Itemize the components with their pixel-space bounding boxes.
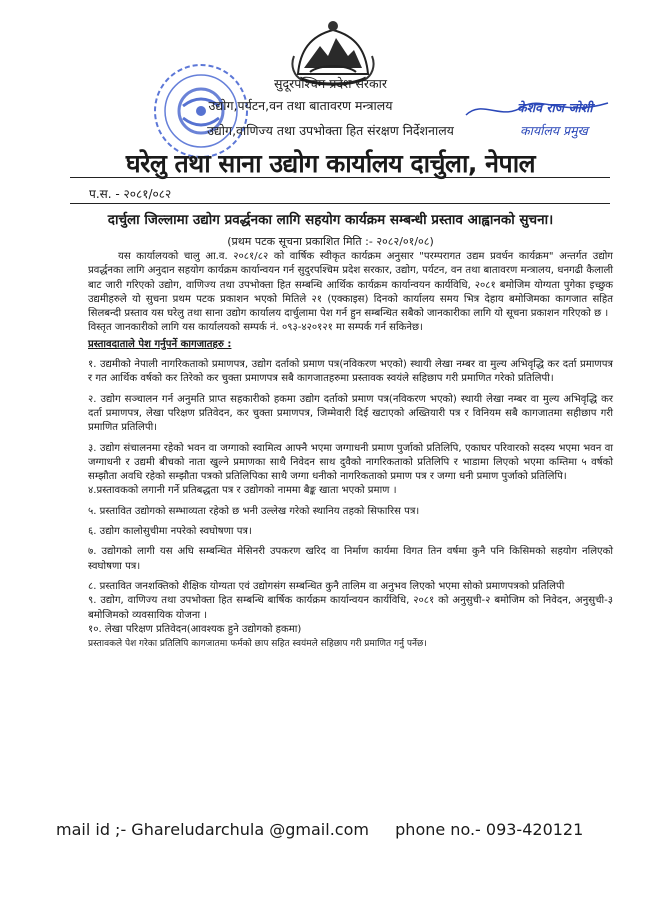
document-item: ५. प्रस्तावित उद्योगको सम्भाव्यता रहेको छ भनी उल्लेख गरेको स्थानिय तहको सिफारिस पत्र। — [88, 505, 420, 517]
header-divider — [70, 177, 610, 178]
contact-footer — [56, 820, 583, 839]
notice-title: दार्चुला जिल्लामा उद्योग प्रवर्द्धनका लागि सहयोग कार्यक्रम सम्बन्धी प्रस्ताव आह्वानको सुचना। — [107, 212, 554, 228]
phone-number: phone no.- 093-420121 — [395, 820, 584, 839]
document-item: १०. लेखा परिक्षण प्रतिवेदन(आवश्यक हुने उद्योगको हकमा) — [88, 623, 302, 635]
intro-paragraph: यस कार्यालयको चालु आ.व. २०८१/८२ को वार्षिक स्वीकृत कार्यक्रम अनुसार "परम्परागत उद्यम प्रवर्धन कार्यक्रम" अन्तर्गत उद्योग प्रवर्द्धनका लागि अनुदान सहयोग कार्यक्रम कार्यान्वयन गर्न सुदुरपश्चिम प्रदेश सरकार, उद्योग, पर्यटन, वन तथा बातावरण मन्त्रालय, धनगढी कैलाली बाट जारी गरिएको उद्योग, वाणिज्य तथा उपभोक्ता हित सम्बन्धि आर्थिक कार्यक्रम कार्यान्वयन कार्यविधि, २०८१ बमोजिम योग्यता पुगेका इच्छुक उद्यमीहरुले यो सुचना प्रथम पटक प्रकाशन भएको मितिले २१ (एक्काइस) दिनको कार्यालय समय भित्र देहाय बमोजिमका कागजात सहित सिलबन्दी प्रस्ताव यस घरेलु तथा साना उद्योग कार्यालय दार्चुलामा पेश गर्न हुन सम्बन्धित सबैको जानकारीका लागि यो सूचना प्रकाशन गरिएको छ । — [88, 251, 613, 320]
document-item: ७. उद्योगको लागी यस अघि सम्बन्धित मेसिनरी उपकरण खरिद वा निर्माण कार्यमा विगत तिन वर्षमा कुनै पनि किसिमको सहयोग नलिएको स्वघोषणा पत्र। — [88, 546, 613, 572]
document-item: १. उद्यमीको नेपाली नागरिकताको प्रमाणपत्र, उद्योग दर्ताको प्रमाण पत्र(नविकरण भएको) स्थायी लेखा नम्बर वा मुल्य अभिवृद्धि कर दर्ता प्रमाणपत्र र गत आर्थिक वर्षको कर तिरेको कर चुक्ता प्रमाणपत्र सबै कागजातहरुमा प्रस्तावक स्वयंले सहिछाप गरी प्रमाणित गरेको प्रतिलिपी। — [88, 359, 613, 385]
document-item: ९. उद्योग, वाणिज्य तथा उपभोक्ता हित सम्बन्धि बार्षिक कार्यक्रम कार्यान्वयन कार्यविधि, २०८१ को अनुसुची-२ बमोजिम को निवेदन, अनुसुची-३ बमोजिमको व्यवसायिक योजना । — [88, 595, 613, 621]
email-address: mail id ;- Gharеludarchula @gmail.com — [56, 820, 369, 839]
signatory-name: केशव राज जोशी — [517, 100, 593, 115]
directorate-name: उद्योग,वाणिज्य तथा उपभोक्ता हित संरक्षण निर्देशनालय — [207, 123, 454, 138]
document-item: ६. उद्योग कालोसुचीमा नपरेको स्वघोषणा पत्र। — [88, 526, 252, 538]
reference-divider — [70, 203, 610, 204]
documents-heading: प्रस्तावदाताले पेश गर्नुपर्ने कागजातहरु : — [88, 338, 232, 350]
document-item: ३. उद्योग संचालनमा रहेको भवन वा जग्गाको स्वामित्व आफ्नै भएमा जग्गाधनी प्रमाण पुर्जाको प्रतिलिपि, एकाघर परिवारको सदस्य भएमा भवन वा जग्गाधनी र उद्यमी बीचको नाता खुल्ने प्रमाणका साथै निवेदन साथ दुवैको नागरिकताको प्रतिलिपि र भाडामा लिएको भएमा कम्तिमा ५ वर्षको सम्झौता अवधि रहेको सम्झौता पत्रको प्रतिलिपिका साथै जग्गा धनीको नागरिकताको प्रमाण पत्र र जग्गा धनी प्रमाण पुर्जाको प्रतिलिपि। — [88, 442, 613, 483]
document-item: ८. प्रस्तावित जनशक्तिको शैक्षिक योग्यता एवं उद्योगसंग सम्बन्धित कुनै तालिम वा अनुभव लिएको भएमा सोको प्रमाणपत्रको प्रतिलिपी — [88, 580, 565, 592]
contact-paragraph: विस्तृत जानकारीको लागि यस कार्यालयको सम्पर्क नं. ०९३-४२०१२१ मा सम्पर्क गर्न सकिनेछ। — [88, 322, 423, 334]
document-item: ४.प्रस्तावकको लगानी गर्ने प्रतिबद्धता पत्र र उद्योगको नाममा बैङ्क खाता भएको प्रमाण । — [88, 485, 397, 497]
office-name: घरेलु तथा साना उद्योग कार्यालय दार्चुला, नेपाल — [125, 149, 536, 178]
document-item: २. उद्योग सञ्चालन गर्न अनुमति प्राप्त सहकारीको हकमा उद्योग दर्ताको प्रमाण पत्र(नविकरण भएको) स्थायी लेखा नम्बर वा मुल्य अभिवृद्धि कर दर्ता प्रमाणपत्र, लेखा परिक्षण प्रतिवेदन, कर चुक्ता प्रमाणपत्र, जिम्मेवारी दिई खटाएको अख्तियारी पत्र र विनियम सबै कागजातमा सहीछाप गरी प्रमाणित प्रतिलिपी। — [88, 393, 613, 434]
certification-note: प्रस्तावकले पेश गरेका प्रतिलिपि कागजातमा फर्मको छाप सहित स्वयंमले सहिछाप गरी प्रमाणित गर्नु पर्नेछ। — [88, 639, 427, 650]
notice-subtitle: (प्रथम पटक सूचना प्रकाशित मिति :- २०८२/०१/०८) — [227, 235, 434, 248]
ministry-name: उद्योग,पर्यटन,वन तथा बातावरण मन्त्रालय — [208, 98, 393, 113]
signatory-title: कार्यालय प्रमुख — [520, 123, 588, 138]
province-name: सुदूरपश्चिम प्रदेश सरकार — [274, 76, 387, 91]
reference-number: प.स. - २०८१/०८२ — [89, 187, 172, 201]
notice-body — [88, 250, 613, 651]
